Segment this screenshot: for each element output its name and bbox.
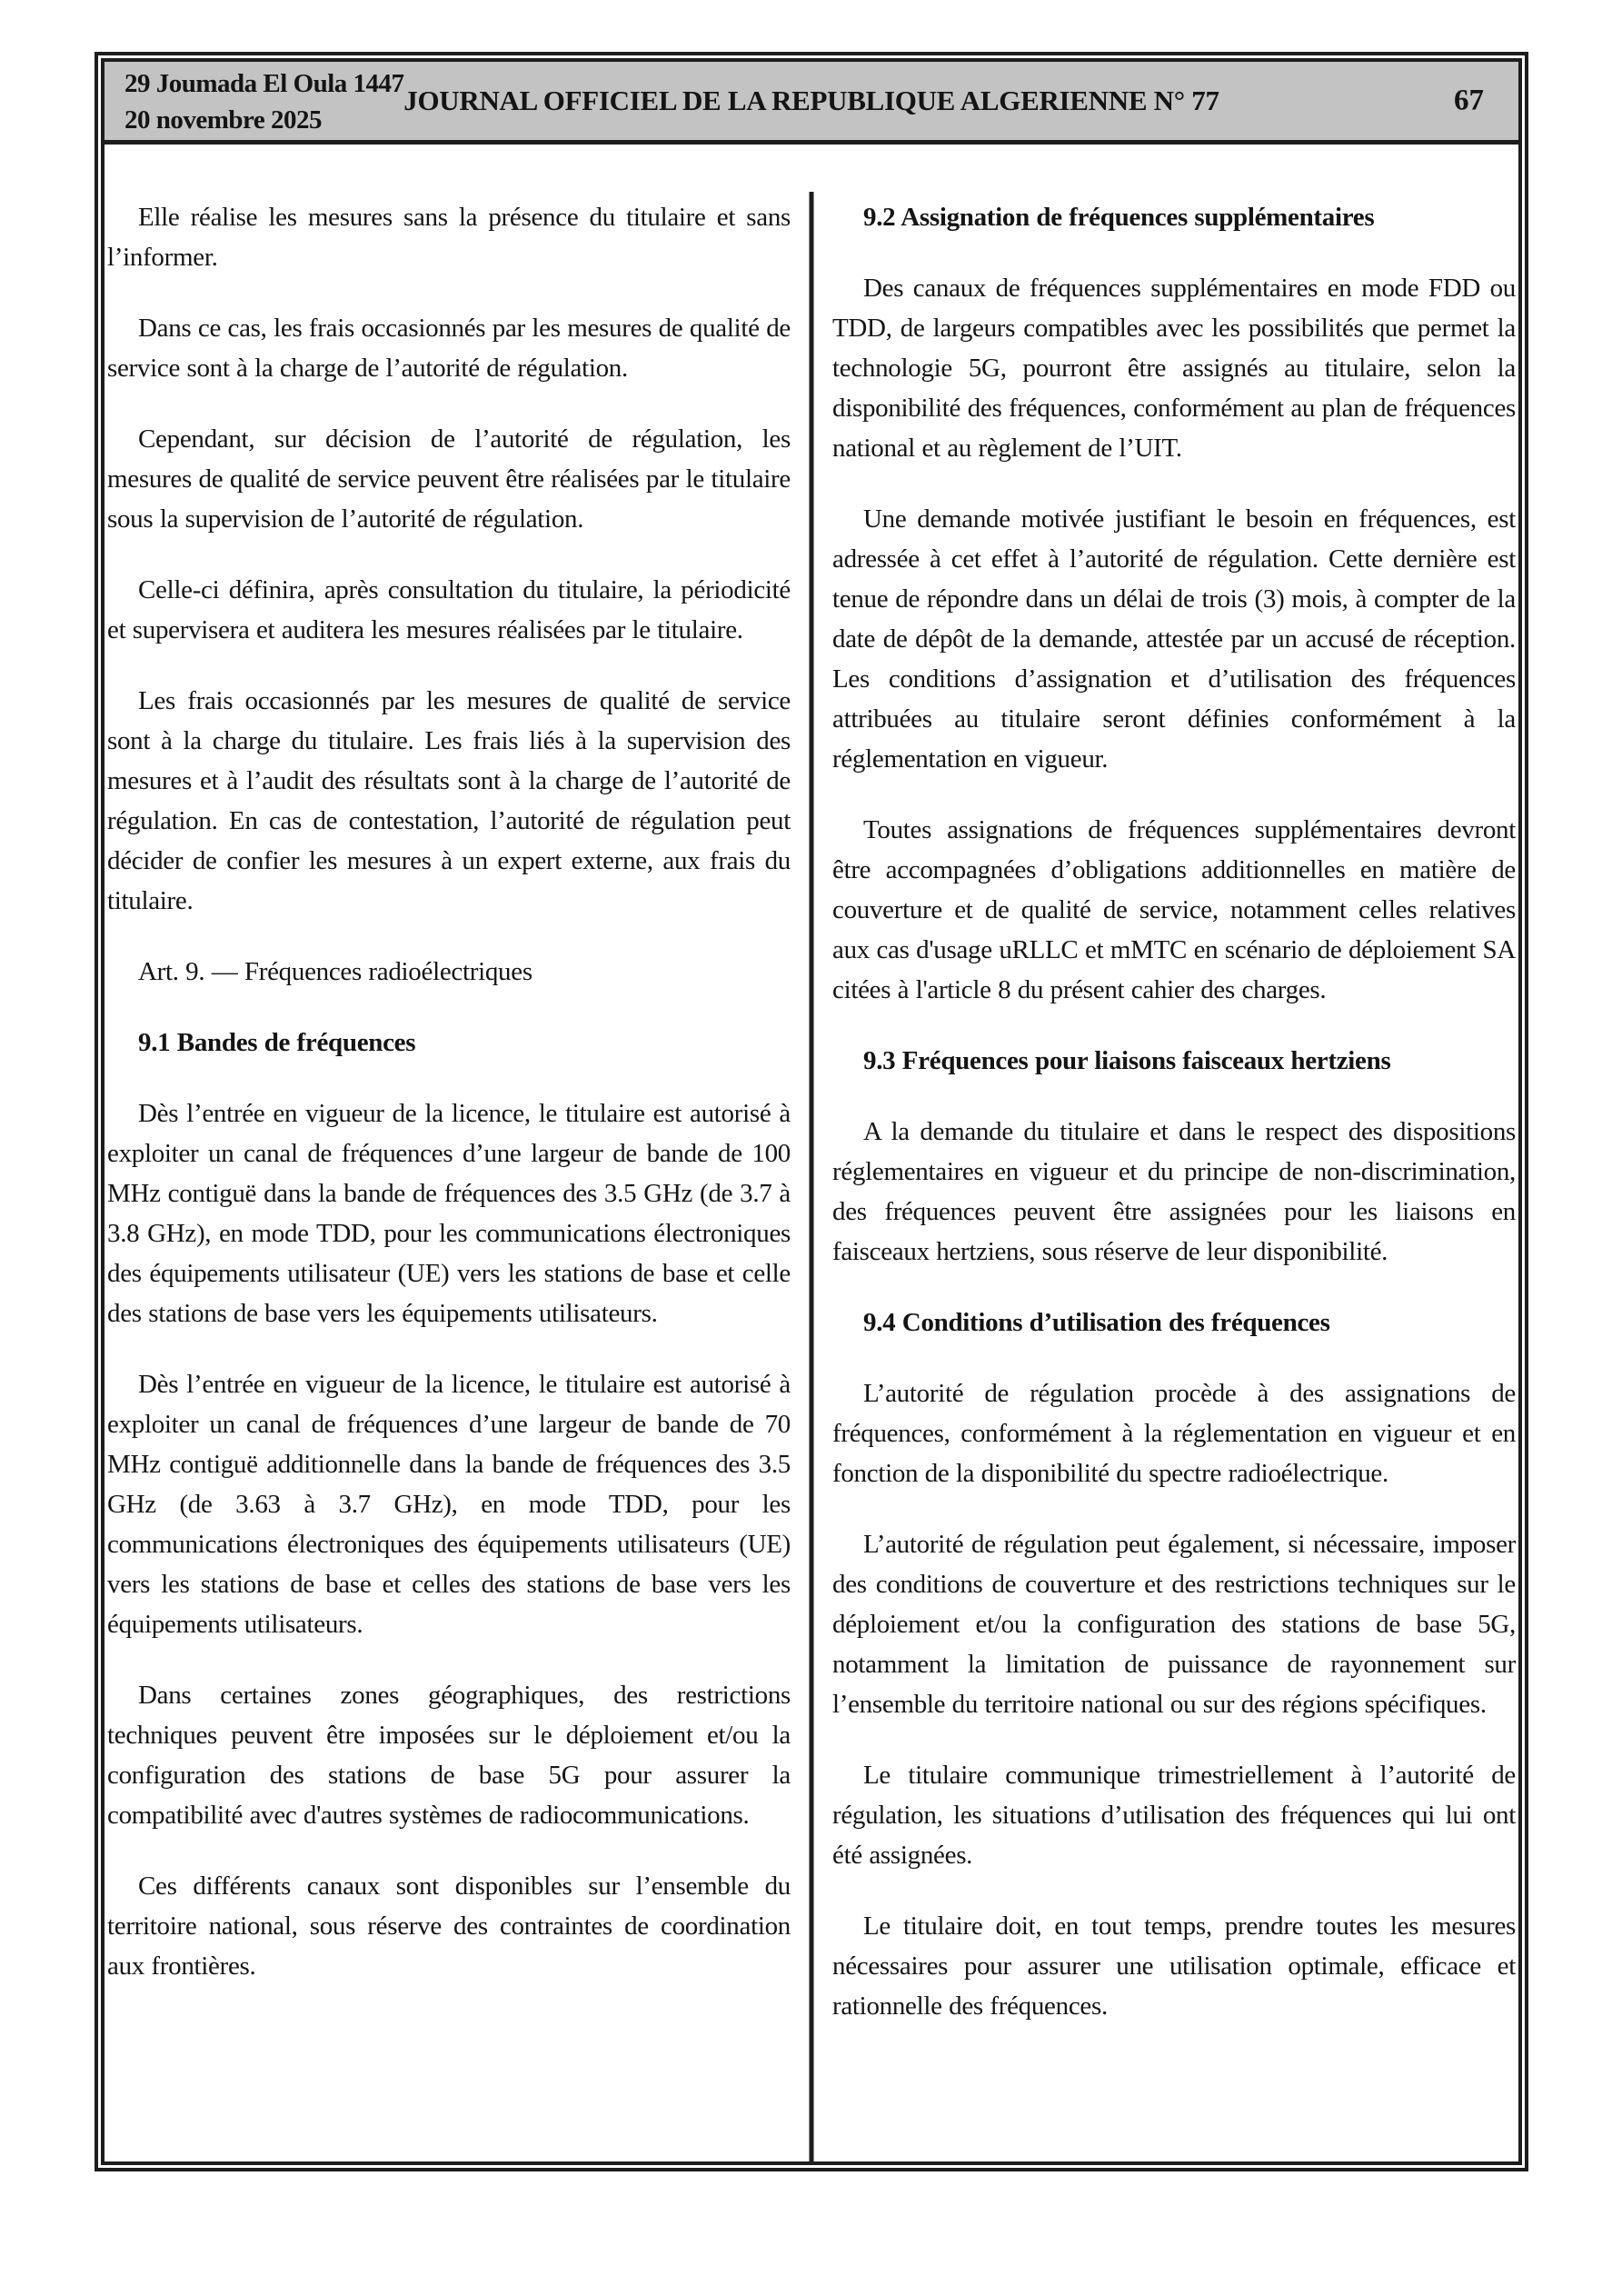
paragraph: A la demande du titulaire et dans le respect des dispositions réglementaires en vigueur et du principe de non-discrimination, des fréquences peuvent être assignées pour les liaisons en faisceaux hertziens, sous réserve de leur disponibilité. — [832, 1117, 1516, 1266]
paragraph: Celle-ci définira, après consultation du titulaire, la périodicité et supervisera et auditera les mesures réalisées par le titulaire. — [107, 575, 791, 644]
section-heading: 9.1 Bandes de fréquences — [138, 1028, 416, 1057]
page-number: 67 — [1454, 84, 1484, 117]
paragraph: L’autorité de régulation peut également, si nécessaire, imposer des conditions de couverture et des restrictions techniques sur le déploiement et/ou la configuration des stations de base 5G, notamment la limitation de puissance de rayonnement sur l’ensemble du territoire national ou sur des régions spécifiques. — [832, 1530, 1516, 1719]
paragraph: Art. 9. — Fréquences radioélectriques — [138, 957, 532, 986]
date-hijri: 29 Joumada El Oula 1447 — [124, 69, 404, 98]
paragraph: Des canaux de fréquences supplémentaires en mode FDD ou TDD, de largeurs compatibles avec les possibilités que permet la technologie 5G, pourront être assignés au titulaire, selon la disponibilité des fréquences, conformément au plan de fréquences national et au règlement de l’UIT. — [832, 274, 1516, 463]
paragraph: Cependant, sur décision de l’autorité de régulation, les mesures de qualité de service peuvent être réalisées par le titulaire sous la supervision de l’autorité de régulation. — [107, 424, 791, 534]
journal-title: JOURNAL OFFICIEL DE LA REPUBLIQUE ALGERIENNE N° 77 — [403, 85, 1219, 116]
left-column — [107, 197, 791, 2017]
paragraph: Le titulaire communique trimestriellement à l’autorité de régulation, les situations d’utilisation des fréquences qui lui ont été assignées. — [832, 1761, 1516, 1870]
paragraph: Dès l’entrée en vigueur de la licence, le titulaire est autorisé à exploiter un canal de fréquences d’une largeur de bande de 100 MHz contiguë dans la bande de fréquences des 3.5 GHz (de 3.7 à 3.8 GHz), en mode TDD, pour les communications électroniques des équipements utilisateur (UE) vers les stations de base et celle des stations de base vers les équipements utilisateurs. — [107, 1099, 791, 1328]
right-column — [832, 197, 1516, 2057]
paragraph: Les frais occasionnés par les mesures de qualité de service sont à la charge du titulaire. Les frais liés à la supervision des mesures et à l’audit des résultats sont à la charge de l’autorité de régulation. En cas de contestation, l’autorité de régulation peut décider de confier les mesures à un expert externe, aux frais du titulaire. — [107, 686, 791, 915]
page-frame — [95, 52, 1528, 2171]
paragraph: Dans ce cas, les frais occasionnés par les mesures de qualité de service sont à la charge de l’autorité de régulation. — [107, 314, 791, 383]
paragraph: Elle réalise les mesures sans la présence du titulaire et sans l’informer. — [107, 203, 791, 272]
section-heading: 9.4 Conditions d’utilisation des fréquences — [863, 1308, 1330, 1337]
paragraph: Toutes assignations de fréquences supplémentaires devront être accompagnées d’obligations additionnelles en matière de couverture et de qualité de service, notamment celles relatives aux cas d'usage uRLLC et mMTC en scénario de déploiement SA citées à l'article 8 du présent cahier des charges. — [832, 815, 1516, 1004]
page-header — [104, 62, 1518, 145]
paragraph: Dès l’entrée en vigueur de la licence, le titulaire est autorisé à exploiter un canal de fréquences d’une largeur de bande de 70 MHz contiguë additionnelle dans la bande de fréquences des 3.5 GHz (de 3.63 à 3.7 GHz), en mode TDD, pour les communications électroniques des équipements utilisateurs (UE) vers les stations de base et celles des stations de base vers les équipements utilisateurs. — [107, 1370, 791, 1639]
section-heading: 9.3 Fréquences pour liaisons faisceaux hertziens — [863, 1046, 1391, 1075]
paragraph: Le titulaire doit, en tout temps, prendre toutes les mesures nécessaires pour assurer une utilisation optimale, efficace et rationnelle des fréquences. — [832, 1912, 1516, 2021]
paragraph: Ces différents canaux sont disponibles sur l’ensemble du territoire national, sous réserve des contraintes de coordination aux frontières. — [107, 1872, 791, 1981]
paragraph: L’autorité de régulation procède à des assignations de fréquences, conformément à la réglementation en vigueur et en fonction de la disponibilité du spectre radioélectrique. — [832, 1379, 1516, 1488]
page-frame-inner — [101, 58, 1522, 2165]
paragraph: Une demande motivée justifiant le besoin en fréquences, est adressée à cet effet à l’autorité de régulation. Cette dernière est tenue de répondre dans un délai de trois (3) mois, à compter de la date de dépôt de la demande, attestée par un accusé de réception. Les conditions d’assignation et d’utilisation des fréquences attribuées au titulaire seront définies conformément à la réglementation en vigueur. — [832, 504, 1516, 774]
issue-dates — [124, 65, 404, 138]
date-gregorian: 20 novembre 2025 — [124, 105, 323, 135]
column-divider — [810, 192, 814, 2161]
page-body — [104, 145, 1518, 2161]
paragraph: Dans certaines zones géographiques, des restrictions techniques peuvent être imposées sur le déploiement et/ou la configuration des stations de base 5G pour assurer la compatibilité avec d'autres systèmes de radiocommunications. — [107, 1681, 791, 1830]
section-heading: 9.2 Assignation de fréquences supplémentaires — [863, 203, 1375, 232]
